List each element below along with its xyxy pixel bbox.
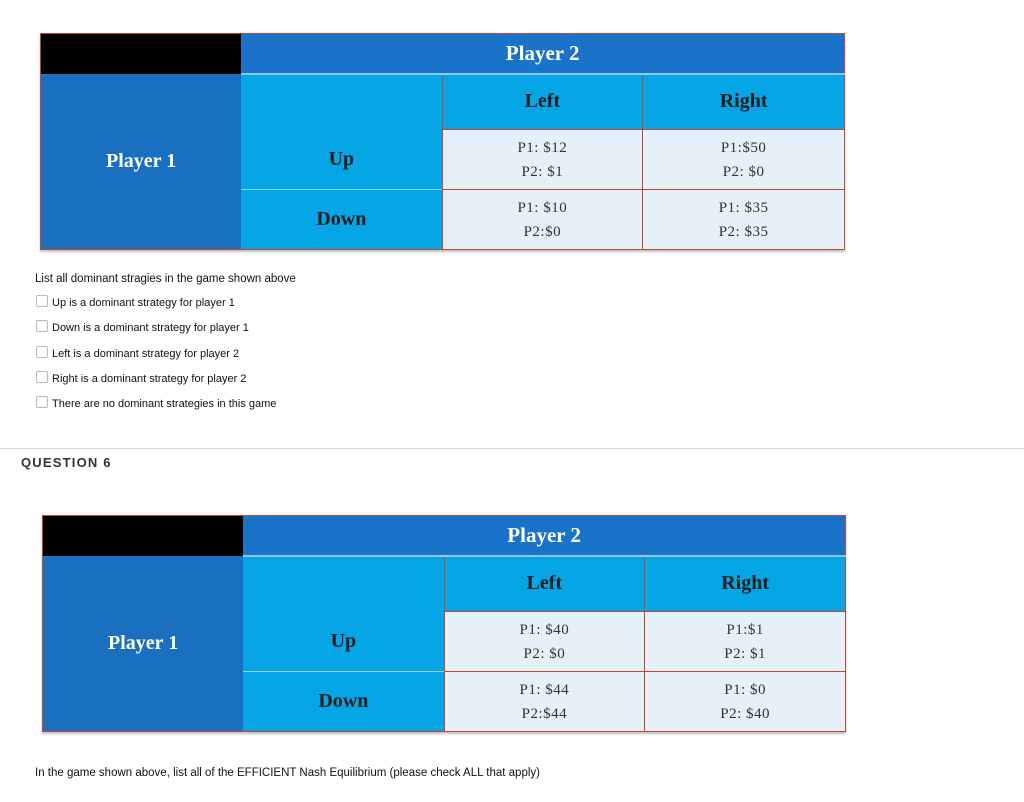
option-label: Down is a dominant strategy for player 1 — [52, 322, 249, 334]
player-1-label: Player 1 — [41, 74, 242, 250]
payoff-up-left: P1: $40 P2: $0 — [444, 612, 645, 672]
row-up-label: Up — [241, 130, 442, 190]
player-1-label: Player 1 — [43, 556, 244, 732]
blank-header-cell — [241, 74, 442, 130]
checkbox[interactable] — [36, 295, 48, 307]
row-up-label: Up — [243, 612, 444, 672]
payoff-up-left: P1: $12 P2: $1 — [442, 130, 643, 190]
question-6-prompt: In the game shown above, list all of the EFFICIENT Nash Equilibrium (please check ALL that apply) — [35, 767, 540, 779]
column-left-label: Left — [444, 556, 645, 612]
checkbox[interactable] — [36, 346, 48, 358]
blank-header-cell — [243, 556, 444, 612]
payoff-matrix-game-1 — [40, 33, 845, 250]
question-prompt: List all dominant stragies in the game shown above — [35, 273, 296, 285]
player-2-header: Player 2 — [243, 516, 845, 556]
payoff-down-left: P1: $44 P2:$44 — [444, 672, 645, 732]
checkbox[interactable] — [36, 396, 48, 408]
payoff-up-right: P1:$1 P2: $1 — [645, 612, 846, 672]
column-right-label: Right — [643, 74, 845, 130]
question-divider — [0, 448, 1024, 449]
payoff-down-left: P1: $10 P2:$0 — [442, 190, 643, 250]
column-right-label: Right — [645, 556, 846, 612]
checkbox[interactable] — [36, 320, 48, 332]
corner-cell — [43, 516, 244, 556]
player-2-header: Player 2 — [241, 34, 844, 74]
option-label: There are no dominant strategies in this game — [52, 398, 277, 410]
corner-cell — [41, 34, 242, 74]
option-label: Up is a dominant strategy for player 1 — [52, 297, 235, 309]
column-left-label: Left — [442, 74, 643, 130]
question-heading: QUESTION 6 — [21, 455, 112, 470]
row-down-label: Down — [241, 190, 442, 250]
payoff-down-right: P1: $0 P2: $40 — [645, 672, 846, 732]
payoff-matrix-game-2 — [42, 515, 846, 732]
payoff-down-right: P1: $35 P2: $35 — [643, 190, 845, 250]
checkbox[interactable] — [36, 371, 48, 383]
payoff-up-right: P1:$50 P2: $0 — [643, 130, 845, 190]
option-label: Left is a dominant strategy for player 2 — [52, 348, 240, 360]
option-label: Right is a dominant strategy for player 2 — [52, 373, 247, 385]
row-down-label: Down — [243, 672, 444, 732]
